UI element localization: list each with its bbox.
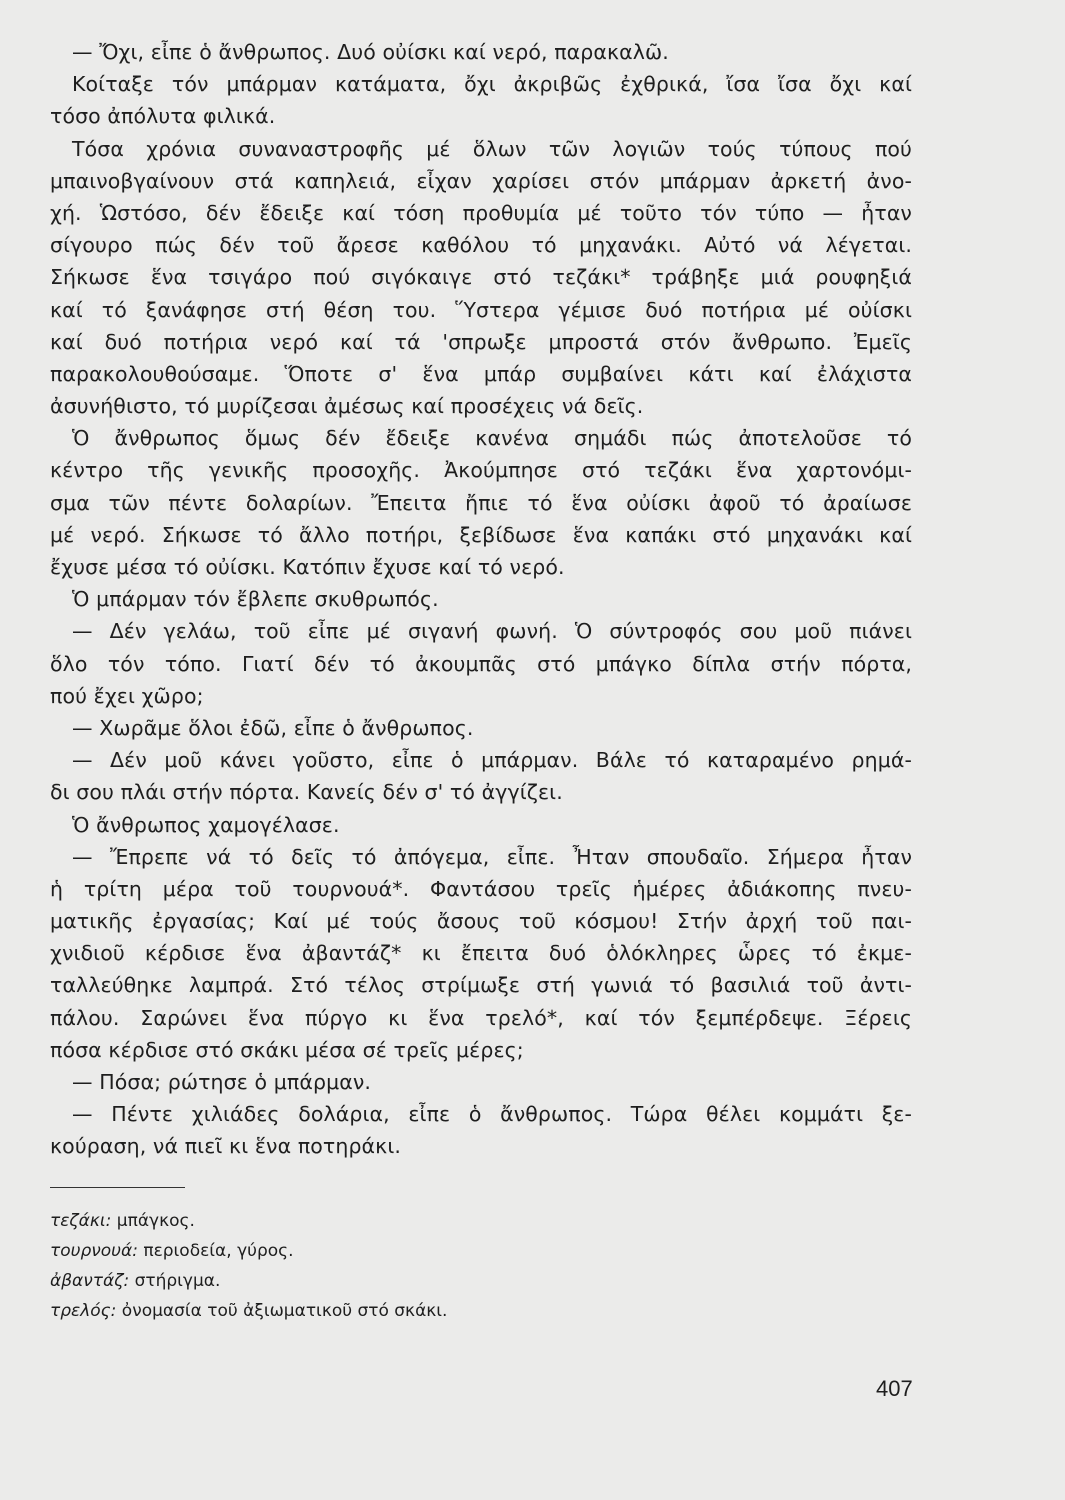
text-line: κούραση, νά πιεῖ κι ἕνα ποτηράκι. xyxy=(50,1134,401,1159)
page-number: 407 xyxy=(876,1376,913,1401)
text-line: χνιδιοῦ κέρδισε ἕνα ἀβαντάζ* κι ἔπειτα δυό ὁλόκληρες ὧρες τό ἐκμε- xyxy=(50,941,912,966)
text-line: ἡ τρίτη μέρα τοῦ τουρνουά*. Φαντάσου τρεῖς ἡμέρες ἀδιάκοπης πνευ- xyxy=(50,876,912,901)
text-line: δι σου πλάι στήν πόρτα. Κανείς δέν σ' τό ἀγγίζει. xyxy=(50,780,563,805)
text-line: πού ἔχει χῶρο; xyxy=(50,683,204,708)
page-content xyxy=(50,36,912,1326)
footnote-definition: περιοδεία, γύρος. xyxy=(143,1240,294,1261)
text-line: — Πέντε χιλιάδες δολάρια, εἶπε ὁ ἄνθρωπος. Τώρα θέλει κομμάτι ξε- xyxy=(72,1102,912,1127)
text-line: κέντρο τῆς γενικῆς προσοχῆς. Ἀκούμπησε στό τεζάκι ἕνα χαρτονόμι- xyxy=(50,458,912,483)
text-line: πάλου. Σαρώνει ἕνα πύργο κι ἕνα τρελό*, καί τόν ξεμπέρδεψε. Ξέρεις xyxy=(50,1005,912,1030)
footnotes xyxy=(50,1206,912,1326)
text-line: Ὁ ἄνθρωπος ὅμως δέν ἔδειξε κανένα σημάδι πώς ἀποτελοῦσε τό xyxy=(72,426,912,451)
text-line: σίγουρο πώς δέν τοῦ ἄρεσε καθόλου τό μηχανάκι. Αὐτό νά λέγεται. xyxy=(50,233,912,258)
text-line: μέ νερό. Σήκωσε τό ἄλλο ποτήρι, ξεβίδωσε ἕνα καπάκι στό μηχανάκι καί xyxy=(50,522,912,547)
footnote-definition: στήριγμα. xyxy=(134,1270,221,1291)
body-text xyxy=(50,36,912,1163)
text-line: Τόσα χρόνια συναναστροφῆς μέ ὅλων τῶν λογιῶν τούς τύπους πού xyxy=(72,136,912,161)
text-line: σμα τῶν πέντε δολαρίων. Ἔπειτα ἤπιε τό ἕνα οὐίσκι ἀφοῦ τό ἀραίωσε xyxy=(50,490,912,515)
text-line: ταλλεύθηκε λαμπρά. Στό τέλος στρίμωξε στή γωνιά τό βασιλιά τοῦ ἀντι- xyxy=(50,973,912,998)
text-line: καί τό ξανάφησε στή θέση του. Ὕστερα γέμισε δυό ποτήρια μέ οὐίσκι xyxy=(50,297,912,322)
text-line: τόσο ἀπόλυτα φιλικά. xyxy=(50,104,276,129)
footnote-term: τεζάκι: xyxy=(50,1210,112,1231)
text-line: παρακολουθούσαμε. Ὅποτε σ' ἕνα μπάρ συμβαίνει κάτι καί ἐλάχιστα xyxy=(50,361,912,386)
text-line: Ὁ ἄνθρωπος χαμογέλασε. xyxy=(72,812,340,837)
text-line: Ὁ μπάρμαν τόν ἔβλεπε σκυθρωπός. xyxy=(72,587,439,612)
text-line: ὅλο τόν τόπο. Γιατί δέν τό ἀκουμπᾶς στό μπάγκο δίπλα στήν πόρτα, xyxy=(50,651,912,676)
text-line: — Δέν μοῦ κάνει γοῦστο, εἶπε ὁ μπάρμαν. Βάλε τό καταραμένο ρημά- xyxy=(72,748,912,773)
text-line: χή. Ὡστόσο, δέν ἔδειξε καί τόση προθυμία μέ τοῦτο τόν τύπο — ἦταν xyxy=(50,200,912,225)
footnote xyxy=(50,1206,912,1236)
text-line: — Δέν γελάω, τοῦ εἶπε μέ σιγανή φωνή. Ὁ σύντροφός σου μοῦ πιάνει xyxy=(72,619,912,644)
text-line: — Ὄχι, εἶπε ὁ ἄνθρωπος. Δυό οὐίσκι καί νερό, παρακαλῶ. xyxy=(72,40,669,64)
text-line: ἀσυνήθιστο, τό μυρίζεσαι ἀμέσως καί προσέχεις νά δεῖς. xyxy=(50,394,644,419)
footnote-term: τουρνουά: xyxy=(50,1240,138,1261)
text-line: — Χωρᾶμε ὅλοι ἐδῶ, εἶπε ὁ ἄνθρωπος. xyxy=(72,715,474,740)
text-line: — Πόσα; ρώτησε ὁ μπάρμαν. xyxy=(72,1070,371,1094)
text-line: Σήκωσε ἕνα τσιγάρο πού σιγόκαιγε στό τεζάκι* τράβηξε μιά ρουφηξιά xyxy=(50,265,912,290)
footnote-divider xyxy=(50,1187,185,1188)
text-line: Κοίταξε τόν μπάρμαν κατάματα, ὄχι ἀκριβῶς ἐχθρικά, ἴσα ἴσα ὄχι καί xyxy=(72,72,912,97)
text-line: — Ἔπρεπε νά τό δεῖς τό ἀπόγεμα, εἶπε. Ἦταν σπουδαῖο. Σήμερα ἦταν xyxy=(72,844,912,869)
footnote xyxy=(50,1296,912,1326)
text-line: καί δυό ποτήρια νερό καί τά 'σπρωξε μπροστά στόν ἄνθρωπο. Ἐμεῖς xyxy=(50,329,912,354)
footnote xyxy=(50,1236,912,1266)
footnote-definition: μπάγκος. xyxy=(116,1210,195,1231)
text-line: ματικῆς ἐργασίας; Καί μέ τούς ἄσους τοῦ κόσμου! Στήν ἀρχή τοῦ παι- xyxy=(50,909,912,934)
text-line: ἔχυσε μέσα τό οὐίσκι. Κατόπιν ἔχυσε καί τό νερό. xyxy=(50,555,565,579)
footnote-definition: ὀνομασία τοῦ ἀξιωματικοῦ στό σκάκι. xyxy=(121,1300,448,1321)
footnote-term: τρελός: xyxy=(50,1300,117,1321)
footnote xyxy=(50,1266,912,1296)
text-line: πόσα κέρδισε στό σκάκι μέσα σέ τρεῖς μέρες; xyxy=(50,1037,524,1062)
footnote-term: ἀβαντάζ: xyxy=(50,1270,130,1291)
text-line: μπαινοβγαίνουν στά καπηλειά, εἶχαν χαρίσει στόν μπάρμαν ἀρκετή ἀνο- xyxy=(50,168,912,193)
